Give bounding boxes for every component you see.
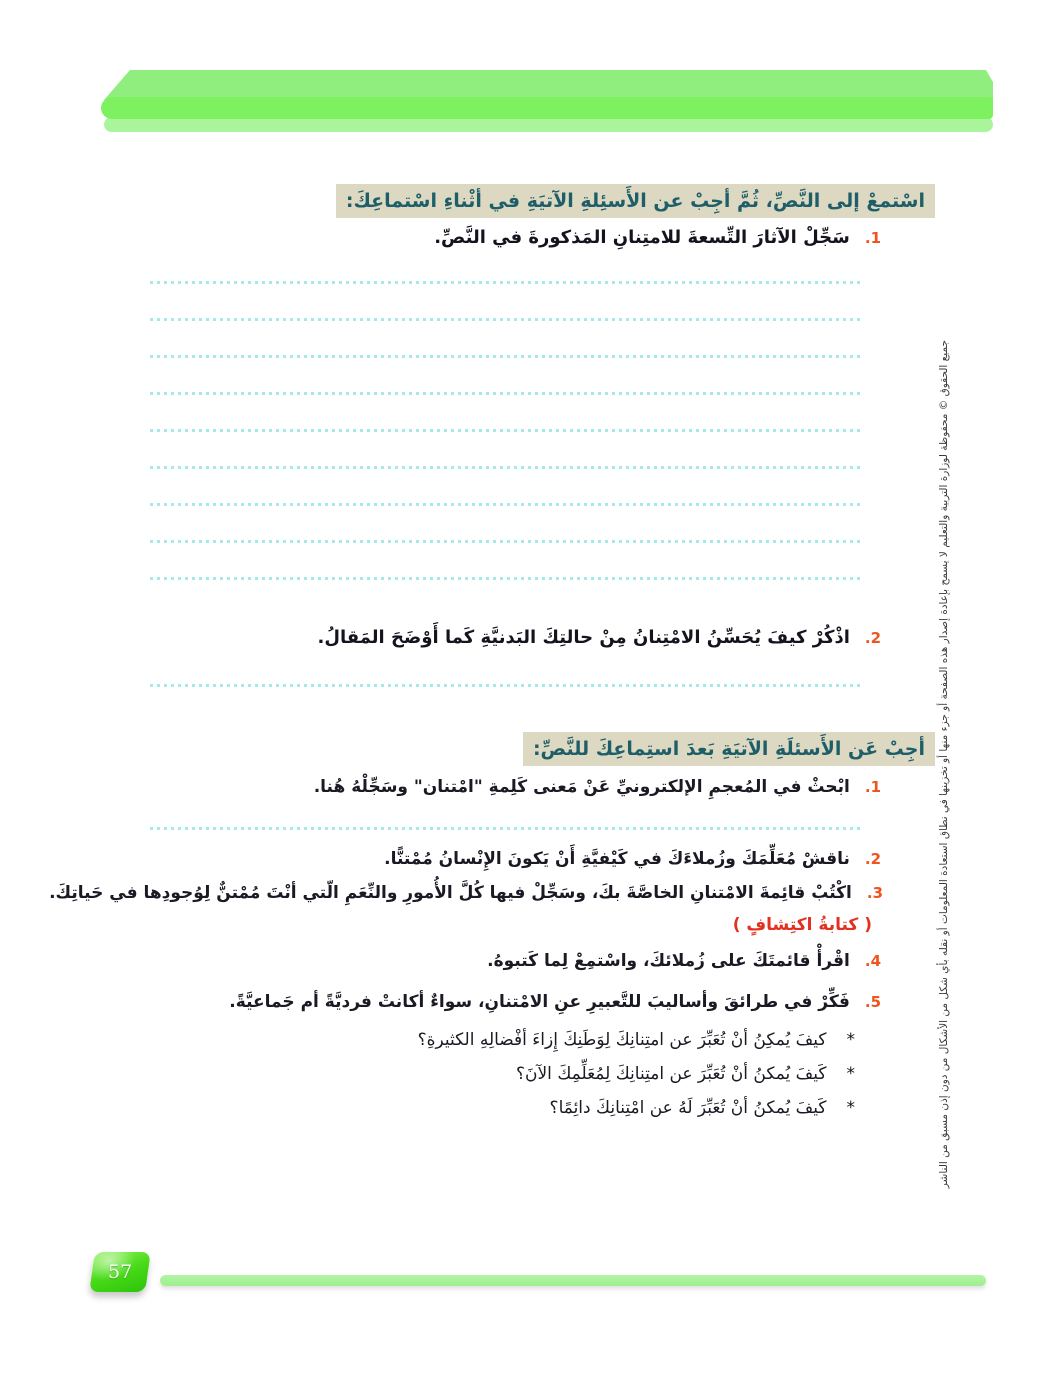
- question-number: 1.: [864, 229, 881, 247]
- listening-question-1: [434, 227, 881, 248]
- copyright-vertical-text: جميع الحقوق © محفوظة لوزارة التربية والتعليم لا يسمح بإعادة إصدار هذه الصفحة أو جزء منها أو تخزينها في نطاق استعادة المعلومات أو نقله بأي شكل من الأشكال من دون إذن مسبق من الناشر: [938, 340, 950, 1189]
- bullet-text: كَيفَ يُمكنُ أنْ تُعَبِّرَ عن امتِنانِكَ لِمُعَلِّمِكَ الآنَ؟: [515, 1064, 827, 1084]
- after-question-5: [229, 992, 881, 1012]
- header-banner-light-band: [104, 117, 993, 132]
- question-number: 1.: [864, 778, 881, 796]
- after-question-1: [314, 777, 881, 797]
- bullet-question-3: [550, 1098, 855, 1118]
- after-question-4: [487, 951, 881, 971]
- section-after-listening-heading: أجِبْ عَن الأَسئلَةِ الآتيَةِ بَعدَ استِماعِكَ للنَّصِّ:: [523, 732, 935, 766]
- discovery-writing-note: ( كتابةُ اكتِشافٍ ): [732, 915, 872, 935]
- page-number-badge: [89, 1252, 151, 1292]
- page-number: 57: [107, 1261, 133, 1283]
- bullet-text: كَيفَ يُمكنُ أنْ تُعَبِّرَ لَهُ عن امْتِنانِكَ دائِمًا؟: [549, 1098, 827, 1118]
- question-text: اقْرأْ قائمتَكَ على زُملائكَ، واسْتمِعْ لِما كَتبوهُ.: [487, 951, 850, 971]
- asterisk-bullet: *: [846, 1064, 855, 1084]
- question-number: 4.: [864, 952, 881, 970]
- answer-dotted-line: [150, 281, 860, 284]
- question-number: 2.: [864, 629, 881, 647]
- answer-dotted-line: [150, 429, 860, 432]
- after-question-2: [384, 849, 881, 869]
- bullet-question-2: [516, 1064, 855, 1084]
- question-text: اذْكُرْ كيفَ يُحَسِّنُ الامْتِنانُ مِنْ حالتِكَ البَدنيَّةِ كَما أَوْضَحَ المَقالُ.: [317, 627, 850, 648]
- question-number: 3.: [866, 884, 883, 902]
- section-listening-heading: اسْتمعْ إلى النَّصِّ، ثُمَّ أجِبْ عن الأَسئِلةِ الآتيَةِ في أثْناءِ اسْتماعِكَ:: [336, 184, 935, 218]
- after-question-3: [49, 883, 883, 903]
- answer-dotted-line: [150, 355, 860, 358]
- asterisk-bullet: *: [846, 1098, 855, 1118]
- question-text: ناقشْ مُعَلِّمَكَ وزُملاءَكَ في كَيْفيَّةِ أَنْ يَكونَ الإِنْسانُ مُمْتنًّا.: [384, 849, 850, 869]
- bullet-text: كيفَ يُمكِنُ أنْ تُعَبِّرَ عن امتِنانِكَ لِوَطَنِكَ إِزاءَ أفْضالِهِ الكثيرةِ؟: [417, 1030, 827, 1050]
- listening-question-2: [318, 627, 881, 648]
- answer-dotted-line: [150, 577, 860, 580]
- question-text: سَجِّلْ الآثارَ التِّسعةَ للامتِنانِ المَذكورةَ في النَّصِّ.: [434, 227, 850, 248]
- answer-dotted-line: [150, 466, 860, 469]
- answer-dotted-line: [150, 684, 860, 687]
- answer-dotted-line: [150, 392, 860, 395]
- question-text: اكْتُبْ قائِمةَ الامْتنانِ الخاصَّةَ بكَ، وسَجِّلْ فيها كُلَّ الأُمورِ والنِّعَمِ الّتي أنْتَ مُمْتنٌّ لِوُجودِها في حَياتِكَ.: [49, 883, 852, 903]
- answer-dotted-line: [150, 827, 860, 830]
- answer-dotted-line: [150, 318, 860, 321]
- header-banner-mid-band: [101, 97, 993, 119]
- header-banner-top-band: [104, 70, 993, 100]
- question-number: 5.: [864, 993, 881, 1011]
- footer-green-bar: [160, 1275, 986, 1286]
- question-text: فَكِّرْ في طرائقَ وأساليبَ للتَّعبيرِ عنِ الامْتنانِ، سواءٌ أكانتْ فرديَّةً أم جَماعيَّةً.: [229, 992, 850, 1012]
- asterisk-bullet: *: [846, 1030, 855, 1050]
- bullet-question-1: [418, 1030, 855, 1050]
- question-text: ابْحثْ في المُعجمِ الإلكترونيِّ عَنْ مَعنى كَلِمةِ "امْتنان" وسَجِّلْهُ هُنا.: [313, 777, 850, 797]
- question-number: 2.: [864, 850, 881, 868]
- answer-dotted-line: [150, 503, 860, 506]
- answer-dotted-line: [150, 540, 860, 543]
